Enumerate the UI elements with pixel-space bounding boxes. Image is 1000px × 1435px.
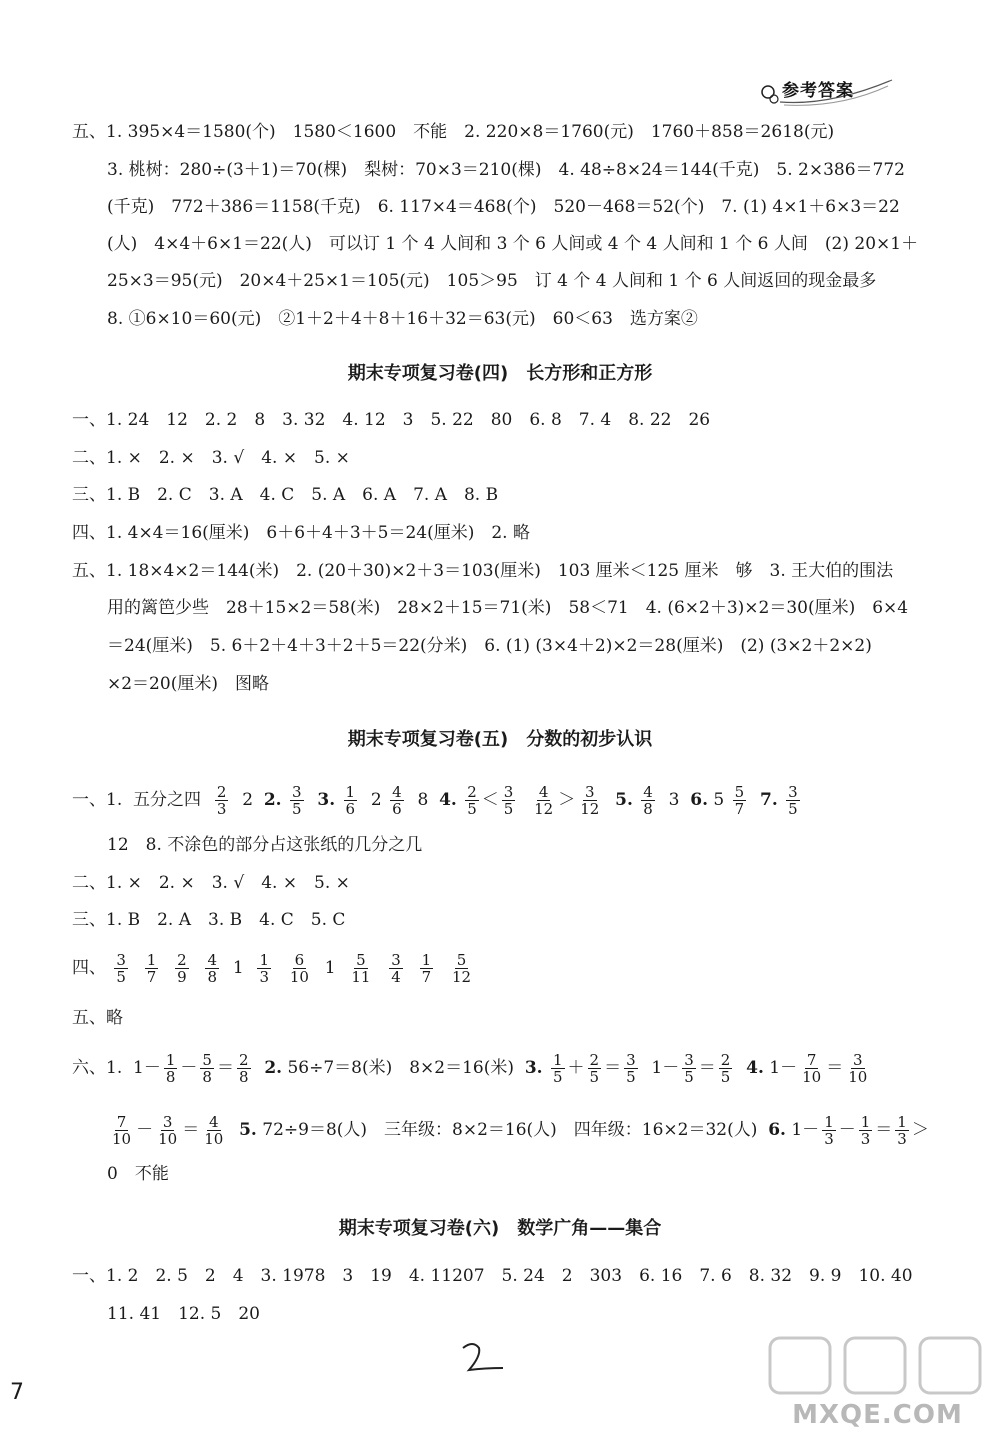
fraction: $\frac{1}{3}$	[860, 1113, 871, 1148]
fraction: $\frac{4}{8}$	[643, 783, 653, 818]
answer-line: 25×3＝95(元) 20×4＋25×1＝105(元) 105＞95 订 4 个 4 人间和 1 个 6 人间返回的现金最多	[107, 271, 877, 291]
answer-key-label: 参考答案	[782, 81, 854, 101]
answer-line: 二、1. × 2. × 3. √ 4. × 5. ×	[72, 448, 350, 468]
fraction: $\frac{1}{3}$	[259, 951, 270, 986]
fraction: $\frac{7}{10}$	[802, 1051, 822, 1086]
fraction: $\frac{3}{5}$	[626, 1051, 636, 1086]
fraction: $\frac{2}{5}$	[467, 783, 477, 818]
section-title: 期末专项复习卷(六) 数学广角——集合	[338, 1218, 662, 1239]
fraction: $\frac{1}{5}$	[552, 1051, 563, 1086]
answer-line: 三、1. B 2. A 3. B 4. C 5. C	[72, 910, 346, 930]
fraction: $\frac{2}{3}$	[216, 783, 227, 818]
answer-line: 五、略	[72, 1008, 123, 1028]
answer-line: 一、1. 24 12 2. 2 8 3. 32 4. 12 3 5. 22 80 6. 8 7. 4 8. 22 26	[72, 410, 711, 430]
answer-line: 四、1. 4×4＝16(厘米) 6＋6＋4＋3＋5＝24(厘米) 2. 略	[72, 523, 530, 543]
fraction: $\frac{5}{12}$	[451, 951, 472, 986]
fraction: $\frac{3}{10}$	[848, 1051, 868, 1086]
answer-line: 用的篱笆少些 28＋15×2＝58(米) 28×2＋15＝71(米) 58＜71 4. (6×2＋3)×2＝30(厘米) 6×4	[107, 598, 909, 618]
fraction: $\frac{2}{8}$	[238, 1051, 249, 1086]
section-title: 期末专项复习卷(四) 长方形和正方形	[347, 363, 653, 384]
answer-line-fractions: 四、 $\frac{3}{5}$ $\frac{1}{7}$ $\frac{2}{9}$ $\frac{4}{8}$ 1 $\frac{1}{3}$ $\frac{6}{10}$ 1 $\frac{5}{11}$ $\frac{3}{4}$ $\frac{1}{7}$ $\frac{5}{12}$	[72, 951, 472, 986]
fraction: $\frac{2}{9}$	[177, 951, 187, 986]
fraction: $\frac{3}{5}$	[116, 951, 126, 986]
handwritten-mark	[455, 1338, 515, 1382]
fraction: $\frac{4}{6}$	[392, 783, 402, 818]
fraction: $\frac{1}{6}$	[345, 783, 356, 818]
page-number: 7	[10, 1380, 24, 1405]
answer-line: 二、1. × 2. × 3. √ 4. × 5. ×	[72, 873, 350, 893]
fraction: $\frac{3}{10}$	[158, 1113, 178, 1148]
fraction: $\frac{2}{5}$	[720, 1051, 731, 1086]
answer-line: 8. ①6×10＝60(元) ②1＋2＋4＋8＋16＋32＝63(元) 60＜63 选方案②	[107, 309, 698, 329]
fraction: $\frac{5}{7}$	[734, 783, 745, 818]
answer-line: 五、1. 395×4＝1580(个) 1580＜1600 不能 2. 220×8＝1760(元) 1760＋858＝2618(元)	[72, 122, 835, 142]
answer-line: (人) 4×4＋6×1＝22(人) 可以订 1 个 4 人间和 3 个 6 人间或 4 个 4 人间和 1 个 6 人间 (2) 20×1＋	[107, 234, 919, 254]
answer-line: (千克) 772＋386＝1158(千克) 6. 117×4＝468(个) 520－468＝52(个) 7. (1) 4×1＋6×3＝22	[107, 197, 900, 217]
fraction: $\frac{4}{12}$	[534, 783, 554, 818]
fraction: $\frac{4}{10}$	[204, 1113, 224, 1148]
answer-line: 五、1. 18×4×2＝144(米) 2. (20＋30)×2＋3＝103(厘米) 103 厘米＜125 厘米 够 3. 王大伯的围法	[72, 561, 894, 581]
answer-key-badge	[760, 72, 900, 112]
fraction: $\frac{1}{3}$	[897, 1113, 907, 1148]
section-title: 期末专项复习卷(五) 分数的初步认识	[347, 729, 653, 750]
fraction: $\frac{5}{8}$	[202, 1051, 212, 1086]
watermark-logo	[760, 1330, 995, 1430]
fraction: $\frac{1}{3}$	[824, 1113, 834, 1148]
answer-line-fractions: 一、1. 五分之四 $\frac{2}{3}$ 2 2. $\frac{3}{5}$ 3. $\frac{1}{6}$ 2 $\frac{4}{6}$ 8 4. $\frac{2}{5}$ ＜ $\frac{3}{5}$ $\frac{4}{12}$ ＞ $\frac{3}{12}$ 5. $\frac{4}{8}$ 3 6. 5 $\frac{5}{7}$ 7. $\frac{3}{5}$	[72, 783, 798, 818]
fraction: $\frac{3}{5}$	[684, 1051, 694, 1086]
answer-line: 一、1. 2 2. 5 2 4 3. 1978 3 19 4. 11207 5. 24 2 303 6. 16 7. 6 8. 32 9. 9 10. 40	[72, 1266, 913, 1286]
fraction: $\frac{2}{5}$	[589, 1051, 600, 1086]
fraction: $\frac{1}{7}$	[421, 951, 432, 986]
answer-line: 3. 桃树：280÷(3＋1)＝70(棵) 梨树：70×3＝210(棵) 4. 48÷8×24＝144(千克) 5. 2×386＝772	[107, 160, 905, 180]
answer-line-fractions: $\frac{7}{10}$ － $\frac{3}{10}$ ＝ $\frac{4}{10}$ 5. 72÷9＝8(人) 三年级：8×2＝16(人) 四年级：16×2＝32(人) 6. 1－ $\frac{1}{3}$ － $\frac{1}{3}$ ＝ $\frac{1}{3}$ ＞	[112, 1113, 929, 1148]
fraction: $\frac{5}{11}$	[351, 951, 371, 986]
fraction: $\frac{3}{12}$	[580, 783, 600, 818]
fraction: $\frac{3}{5}$	[503, 783, 514, 818]
answer-line: 12 8. 不涂色的部分占这张纸的几分之几	[107, 835, 423, 855]
answer-line-fractions: 六、1. 1－ $\frac{1}{8}$ － $\frac{5}{8}$ ＝ $\frac{2}{8}$ 2. 56÷7＝8(米) 8×2＝16(米) 3. $\frac{1}{5}$ ＋ $\frac{2}{5}$ ＝ $\frac{3}{5}$ 1－ $\frac{3}{5}$ ＝ $\frac{2}{5}$ 4. 1－ $\frac{7}{10}$ ＝ $\frac{3}{10}$	[72, 1051, 868, 1086]
answer-line: 三、1. B 2. C 3. A 4. C 5. A 6. A 7. A 8. B	[72, 485, 499, 505]
fraction: $\frac{3}{5}$	[788, 783, 798, 818]
fraction: $\frac{3}{5}$	[292, 783, 302, 818]
fraction: $\frac{1}{8}$	[165, 1051, 176, 1086]
answer-line: ×2＝20(厘米) 图略	[107, 674, 269, 694]
fraction: $\frac{7}{10}$	[112, 1113, 132, 1148]
fraction: $\frac{3}{4}$	[391, 951, 401, 986]
answer-line: 0 不能	[107, 1164, 169, 1184]
answer-line: ＝24(厘米) 5. 6＋2＋4＋3＋2＋5＝22(分米) 6. (1) (3×4＋2)×2＝28(厘米) (2) (3×2＋2×2)	[107, 636, 872, 656]
answer-line: 11. 41 12. 5 20	[107, 1304, 260, 1324]
watermark-text: MXQE.COM	[792, 1400, 963, 1430]
fraction: $\frac{4}{8}$	[207, 951, 218, 986]
fraction: $\frac{1}{7}$	[146, 951, 157, 986]
fraction: $\frac{6}{10}$	[289, 951, 309, 986]
